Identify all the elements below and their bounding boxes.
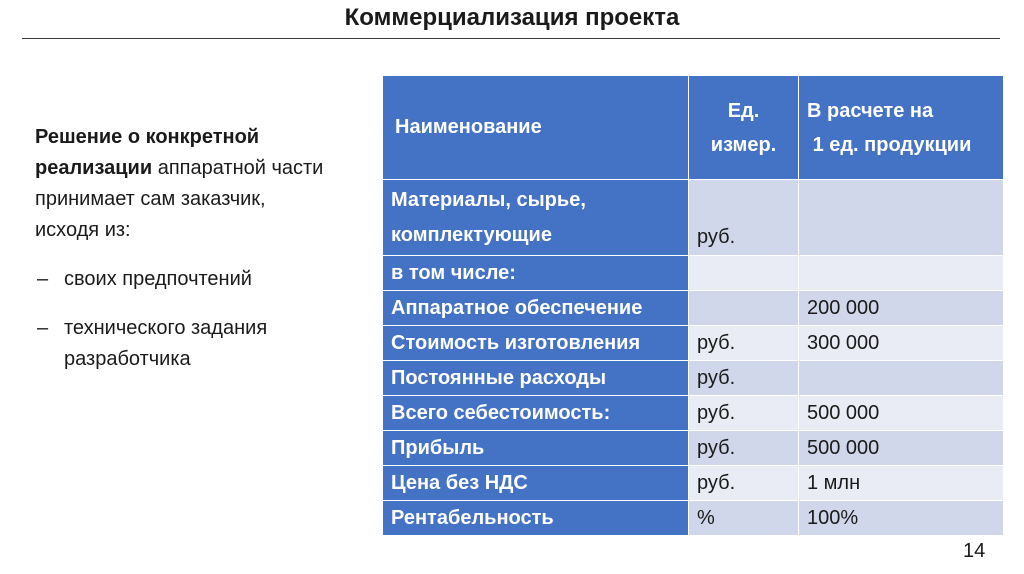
row-unit: руб. — [689, 431, 799, 466]
lead-bold-text: Решение о конкретной реализации — [35, 126, 260, 179]
row-name: Аппаратное обеспечение — [383, 291, 689, 326]
row-name: в том числе: — [383, 256, 689, 291]
table-row — [383, 501, 1004, 536]
table-row — [383, 326, 1004, 361]
row-value — [799, 180, 1004, 256]
table-row — [383, 431, 1004, 466]
table-row — [383, 291, 1004, 326]
header-name: Наименование — [383, 76, 689, 180]
slide-title: Коммерциализация проекта — [344, 4, 680, 31]
bullet-item — [35, 313, 335, 375]
row-unit: % — [689, 501, 799, 536]
header-value — [799, 76, 1004, 180]
lead-rest-text: аппаратной части принимает сам заказчик, исходя из: — [35, 157, 324, 241]
table-row — [383, 466, 1004, 501]
header-unit-line2: измер. — [710, 133, 777, 156]
lead-paragraph — [35, 122, 335, 246]
row-value: 500 000 — [799, 396, 1004, 431]
row-unit: руб. — [689, 396, 799, 431]
table-row — [383, 396, 1004, 431]
bullet-text: своих предпочтений — [64, 268, 252, 290]
row-name: Рентабельность — [383, 501, 689, 536]
bullet-list — [35, 264, 335, 375]
dash-bullet-icon: – — [37, 268, 49, 290]
row-value: 1 млн — [799, 466, 1004, 501]
row-name: Всего себестоимость: — [383, 396, 689, 431]
row-unit — [689, 256, 799, 291]
row-unit — [689, 291, 799, 326]
row-value: 100% — [799, 501, 1004, 536]
row-unit: руб. — [689, 466, 799, 501]
title-divider — [22, 38, 1000, 39]
row-value — [799, 256, 1004, 291]
header-value-line2: 1 ед. продукции — [812, 133, 972, 156]
row-name: Постоянные расходы — [383, 361, 689, 396]
bullet-item — [35, 264, 335, 295]
table-row — [383, 256, 1004, 291]
table-header-row — [383, 76, 1004, 180]
row-unit: руб. — [689, 180, 799, 256]
bullet-text: технического задания разработчика — [64, 317, 268, 370]
table-row — [383, 361, 1004, 396]
row-unit: руб. — [689, 326, 799, 361]
header-unit — [689, 76, 799, 180]
left-text-block — [35, 122, 335, 393]
cost-table — [382, 75, 1004, 536]
row-name: Цена без НДС — [383, 466, 689, 501]
page-number: 14 — [963, 540, 986, 562]
row-value — [799, 361, 1004, 396]
dash-bullet-icon: – — [37, 317, 49, 339]
row-value: 200 000 — [799, 291, 1004, 326]
row-value: 500 000 — [799, 431, 1004, 466]
header-unit-line1: Ед. — [727, 99, 760, 122]
row-unit: руб. — [689, 361, 799, 396]
row-name: Материалы, сырье, комплектующие — [383, 180, 689, 256]
row-value: 300 000 — [799, 326, 1004, 361]
table-row — [383, 180, 1004, 256]
header-value-line1: В расчете на — [807, 99, 934, 122]
row-name: Прибыль — [383, 431, 689, 466]
row-name: Стоимость изготовления — [383, 326, 689, 361]
